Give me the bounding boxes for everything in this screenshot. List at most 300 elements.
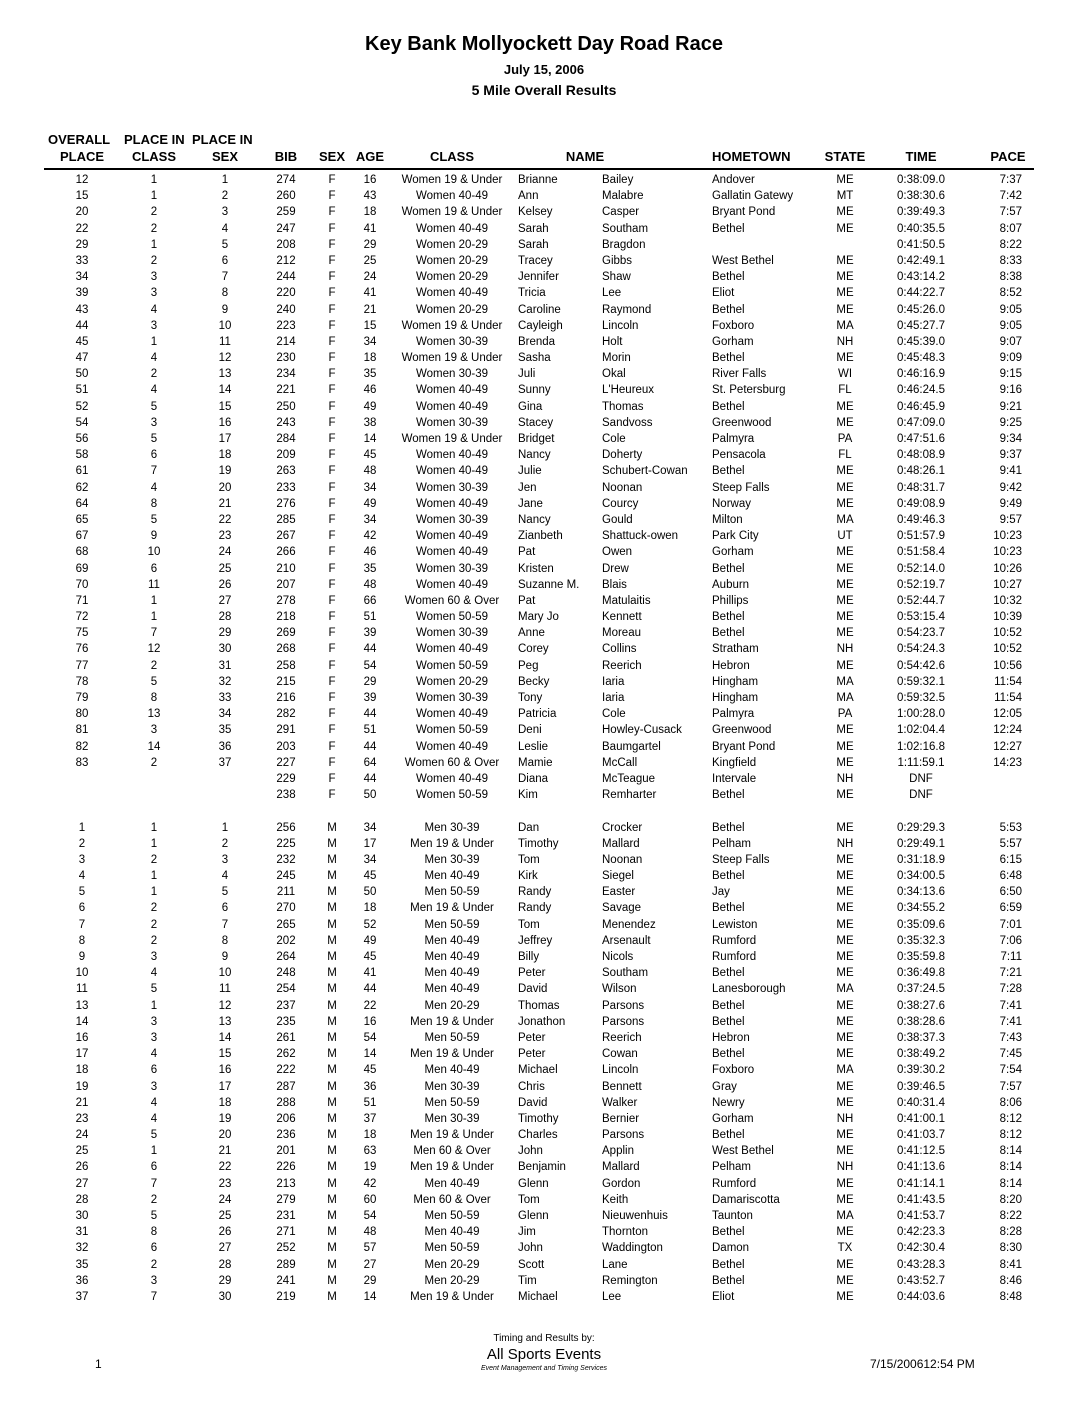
cell-hometown: Palmyra <box>712 708 755 721</box>
cell-time: 0:45:39.0 <box>897 335 945 348</box>
cell-pace: 10:56 <box>993 659 1022 672</box>
cell-state: ME <box>836 1226 854 1239</box>
table-row <box>0 1079 1088 1095</box>
cell-class: Women 20-29 <box>415 271 489 284</box>
cell-state: ME <box>836 1274 854 1287</box>
cell-class-place: 2 <box>150 1193 158 1206</box>
cell-pace: 8:22 <box>999 238 1022 251</box>
cell-class: Men 50-59 <box>424 1242 480 1255</box>
cell-first-name: Deni <box>518 724 542 737</box>
cell-first-name: Leslie <box>518 740 549 753</box>
cell-age: 46 <box>363 384 377 397</box>
cell-pace: 9:37 <box>999 449 1022 462</box>
cell-first-name: Tom <box>518 918 540 931</box>
cell-overall-place: 3 <box>78 853 86 866</box>
cell-hometown: Hebron <box>712 659 750 672</box>
col-age: AGE <box>355 149 385 164</box>
cell-first-name: Bridget <box>518 433 555 445</box>
cell-state: ME <box>836 465 854 478</box>
table-row <box>0 1224 1088 1240</box>
cell-bib: 266 <box>276 546 296 559</box>
cell-hometown: Lanesborough <box>712 983 786 996</box>
cell-first-name: Jen <box>518 481 537 494</box>
table-row <box>0 690 1088 706</box>
cell-last-name: Crocker <box>602 821 643 834</box>
cell-hometown: Gray <box>712 1080 737 1093</box>
cell-time: 0:29:49.1 <box>897 837 945 850</box>
table-row <box>0 1014 1088 1030</box>
cell-hometown: Greenwood <box>712 724 772 737</box>
cell-first-name: Kristen <box>518 562 554 575</box>
cell-class: Women 30-39 <box>415 335 489 348</box>
cell-last-name: Nieuwenhuis <box>602 1210 668 1222</box>
table-row <box>0 706 1088 722</box>
cell-age: 45 <box>363 870 377 883</box>
cell-state: ME <box>836 902 854 915</box>
cell-time: 1:11:59.1 <box>897 756 945 769</box>
cell-bib: 268 <box>276 643 296 656</box>
cell-age: 18 <box>363 206 377 219</box>
cell-state: ME <box>836 400 854 413</box>
cell-class: Men 50-59 <box>424 886 480 899</box>
cell-time: 0:46:45.9 <box>897 400 945 413</box>
cell-age: 18 <box>363 352 377 365</box>
cell-class: Women 40-49 <box>415 643 489 656</box>
table-row <box>0 204 1088 220</box>
cell-state: ME <box>836 853 854 866</box>
cell-sex-place: 35 <box>218 724 232 737</box>
cell-age: 43 <box>363 190 377 203</box>
cell-overall-place: 68 <box>75 546 89 559</box>
cell-class-place: 2 <box>150 1258 158 1271</box>
cell-time: 0:39:46.5 <box>897 1080 945 1093</box>
cell-last-name: Gordon <box>602 1177 641 1190</box>
cell-pace: 10:52 <box>993 627 1022 640</box>
table-row <box>0 755 1088 771</box>
cell-first-name: David <box>518 983 548 996</box>
table-row <box>0 1046 1088 1062</box>
cell-overall-place: 80 <box>75 708 89 721</box>
cell-class: Women 19 & Under <box>401 319 503 332</box>
cell-sex: F <box>328 303 336 316</box>
cell-first-name: Corey <box>518 643 549 656</box>
cell-bib: 212 <box>276 254 296 267</box>
cell-bib: 244 <box>276 271 296 284</box>
cell-age: 41 <box>363 967 377 980</box>
cell-age: 57 <box>363 1242 377 1255</box>
cell-bib: 261 <box>276 1031 296 1044</box>
cell-class-place: 7 <box>150 1290 158 1303</box>
cell-hometown: Andover <box>712 174 755 186</box>
cell-sex-place: 23 <box>218 1177 232 1190</box>
cell-class-place: 3 <box>150 287 158 300</box>
cell-sex: F <box>328 254 336 267</box>
cell-last-name: Noonan <box>602 853 643 866</box>
table-row <box>0 933 1088 949</box>
cell-class: Women 40-49 <box>415 740 489 753</box>
cell-hometown: Gorham <box>712 335 754 348</box>
cell-first-name: Pat <box>518 594 536 607</box>
cell-state: NH <box>836 1161 854 1174</box>
cell-sex: F <box>328 335 336 348</box>
table-row <box>0 172 1088 188</box>
cell-class: Men 30-39 <box>424 821 480 834</box>
cell-pace: 6:50 <box>999 886 1022 899</box>
cell-sex: M <box>327 1031 337 1044</box>
cell-class-place: 1 <box>150 821 158 834</box>
cell-sex: M <box>327 1290 337 1303</box>
cell-overall-place: 54 <box>75 416 89 429</box>
cell-sex: M <box>327 1210 337 1222</box>
cell-first-name: Kim <box>518 789 538 802</box>
cell-bib: 235 <box>276 1015 296 1028</box>
cell-time: 0:48:26.1 <box>897 465 945 478</box>
cell-time: 0:36:49.8 <box>897 967 945 980</box>
cell-first-name: Mamie <box>518 756 553 769</box>
cell-age: 14 <box>363 433 377 445</box>
cell-class-place: 3 <box>150 1031 158 1044</box>
cell-last-name: Doherty <box>602 449 643 462</box>
cell-sex-place: 10 <box>218 967 232 980</box>
cell-class: Women 20-29 <box>415 675 489 688</box>
cell-class: Men 40-49 <box>424 870 480 883</box>
cell-bib: 206 <box>276 1112 296 1125</box>
cell-overall-place: 67 <box>75 530 89 543</box>
cell-class-place: 1 <box>150 870 158 883</box>
cell-sex-place: 31 <box>218 659 232 672</box>
cell-hometown: Bethel <box>712 465 745 478</box>
table-row <box>0 382 1088 398</box>
cell-sex-place: 13 <box>218 368 232 381</box>
cell-sex-place: 15 <box>218 400 232 413</box>
cell-pace: 7:37 <box>999 174 1022 186</box>
table-row <box>0 868 1088 884</box>
cell-age: 29 <box>363 1274 377 1287</box>
cell-overall-place: 30 <box>75 1210 89 1222</box>
cell-class: Men 19 & Under <box>410 902 494 915</box>
cell-last-name: Reerich <box>602 1031 642 1044</box>
cell-age: 29 <box>363 675 377 688</box>
cell-pace: 12:27 <box>993 740 1022 753</box>
table-row <box>0 431 1088 447</box>
cell-age: 51 <box>363 1096 377 1109</box>
cell-class: Women 40-49 <box>415 546 489 559</box>
table-row <box>0 447 1088 463</box>
table-row <box>0 253 1088 269</box>
cell-class-place: 2 <box>150 206 158 219</box>
table-row <box>0 1159 1088 1175</box>
cell-sex-place: 28 <box>218 1258 232 1271</box>
cell-sex: M <box>327 951 337 963</box>
cell-sex-place: 30 <box>218 1290 232 1303</box>
cell-bib: 260 <box>276 190 296 203</box>
cell-age: 29 <box>363 238 377 251</box>
cell-age: 15 <box>363 319 377 332</box>
cell-hometown: Hingham <box>712 692 759 704</box>
cell-age: 14 <box>363 1048 377 1061</box>
cell-state: NH <box>836 335 854 348</box>
cell-class-place: 2 <box>150 934 158 947</box>
cell-state: ME <box>836 1290 854 1303</box>
cell-last-name: Easter <box>602 886 636 899</box>
cell-hometown: Pelham <box>712 837 751 850</box>
cell-time: 0:38:09.0 <box>897 174 945 186</box>
cell-class-place: 1 <box>150 594 158 607</box>
results-subtitle: 5 Mile Overall Results <box>471 82 617 98</box>
cell-overall-place: 22 <box>75 222 89 235</box>
cell-class: Women 40-49 <box>415 578 489 591</box>
cell-state: ME <box>836 1129 854 1142</box>
cell-first-name: Tim <box>518 1274 537 1287</box>
cell-age: 39 <box>363 627 377 640</box>
cell-state: ME <box>836 254 854 267</box>
cell-state: ME <box>836 174 854 186</box>
cell-last-name: Remington <box>602 1274 658 1287</box>
cell-class: Men 50-59 <box>424 1096 480 1109</box>
cell-age: 27 <box>363 1258 377 1271</box>
table-row <box>0 285 1088 301</box>
cell-sex: M <box>327 1129 337 1142</box>
cell-time: 0:39:30.2 <box>897 1064 945 1077</box>
cell-bib: 202 <box>276 934 296 947</box>
cell-last-name: Howley-Cusack <box>602 724 682 737</box>
cell-class: Women 19 & Under <box>401 206 503 219</box>
cell-overall-place: 44 <box>75 319 89 332</box>
cell-bib: 232 <box>276 853 296 866</box>
cell-sex: M <box>327 1177 337 1190</box>
table-row <box>0 1095 1088 1111</box>
cell-sex-place: 33 <box>218 692 232 704</box>
cell-time: 0:51:58.4 <box>897 546 945 559</box>
cell-sex: F <box>328 319 336 332</box>
cell-sex: M <box>327 853 337 866</box>
cell-time: 0:41:50.5 <box>897 238 945 251</box>
cell-state: MA <box>836 983 854 996</box>
cell-first-name: Brenda <box>518 335 556 348</box>
table-row <box>0 463 1088 479</box>
cell-first-name: Pat <box>518 546 536 559</box>
cell-state: UT <box>837 530 853 543</box>
cell-bib: 230 <box>276 352 296 365</box>
cell-hometown: Bethel <box>712 902 745 915</box>
cell-class: Men 19 & Under <box>410 837 494 850</box>
cell-sex: M <box>327 918 337 931</box>
cell-state: MA <box>836 1210 854 1222</box>
cell-class-place: 6 <box>150 562 158 575</box>
cell-age: 48 <box>363 1226 377 1239</box>
cell-time: 0:59:32.1 <box>897 675 945 688</box>
cell-overall-place: 45 <box>75 335 89 348</box>
cell-sex: M <box>327 983 337 996</box>
cell-time: 0:47:51.6 <box>897 433 945 445</box>
cell-class-place: 4 <box>150 481 158 494</box>
cell-class-place: 7 <box>150 465 158 478</box>
cell-class-place: 6 <box>150 1161 158 1174</box>
table-row <box>0 852 1088 868</box>
col-class-place: CLASS <box>131 149 177 164</box>
cell-first-name: Mary Jo <box>518 611 559 624</box>
cell-overall-place: 36 <box>75 1274 89 1287</box>
table-row <box>0 1062 1088 1078</box>
cell-age: 22 <box>363 999 377 1012</box>
cell-sex-place: 30 <box>218 643 232 656</box>
cell-time: DNF <box>909 772 933 785</box>
cell-class: Women 40-49 <box>415 497 489 510</box>
cell-pace: 9:57 <box>999 513 1022 526</box>
table-row <box>0 674 1088 690</box>
cell-sex-place: 19 <box>218 1112 232 1125</box>
cell-time: 0:46:16.9 <box>897 368 945 381</box>
cell-last-name: Savage <box>602 902 642 915</box>
col-class: CLASS <box>429 149 475 164</box>
table-row <box>0 1257 1088 1273</box>
cell-age: 39 <box>363 692 377 704</box>
cell-last-name: Lincoln <box>602 1064 639 1077</box>
cell-class-place: 5 <box>150 513 158 526</box>
cell-class: Women 40-49 <box>415 449 489 462</box>
cell-last-name: Siegel <box>602 870 634 883</box>
cell-hometown: Eliot <box>712 1290 735 1303</box>
col-class-top: PLACE IN <box>124 132 185 147</box>
cell-class-place: 8 <box>150 692 158 704</box>
cell-last-name: Casper <box>602 206 640 219</box>
col-overall-place: PLACE <box>59 149 105 164</box>
cell-first-name: Sunny <box>518 384 551 397</box>
cell-overall-place: 27 <box>75 1177 89 1190</box>
cell-class: Men 19 & Under <box>410 1161 494 1174</box>
cell-first-name: Juli <box>518 368 536 381</box>
cell-pace: 5:53 <box>999 821 1022 834</box>
cell-state: MT <box>836 190 854 203</box>
cell-class: Women 50-59 <box>415 611 489 624</box>
cell-first-name: Jonathon <box>518 1015 566 1028</box>
cell-age: 41 <box>363 287 377 300</box>
cell-pace: 8:14 <box>999 1177 1022 1190</box>
cell-overall-place: 15 <box>75 190 89 203</box>
cell-bib: 254 <box>276 983 296 996</box>
cell-hometown: West Bethel <box>712 254 774 267</box>
cell-class: Women 20-29 <box>415 303 489 316</box>
cell-state: ME <box>836 870 854 883</box>
cell-sex-place: 16 <box>218 416 232 429</box>
cell-last-name: Southam <box>602 967 649 980</box>
cell-hometown: Bethel <box>712 1048 745 1061</box>
cell-sex: M <box>327 1274 337 1287</box>
cell-bib: 247 <box>276 222 296 235</box>
cell-hometown: Park City <box>712 530 759 543</box>
cell-pace: 5:57 <box>999 837 1022 850</box>
cell-class: Men 50-59 <box>424 1031 480 1044</box>
cell-class: Men 20-29 <box>424 1258 480 1271</box>
cell-sex: M <box>327 1226 337 1239</box>
cell-pace: 8:22 <box>999 1210 1022 1222</box>
cell-state: ME <box>836 724 854 737</box>
cell-pace: 11:54 <box>994 675 1022 688</box>
cell-overall-place: 23 <box>75 1112 89 1125</box>
cell-hometown: Norway <box>712 497 751 510</box>
cell-time: 0:44:03.6 <box>897 1290 945 1303</box>
cell-class: Men 40-49 <box>424 1064 480 1077</box>
cell-sex: M <box>327 1161 337 1174</box>
cell-bib: 213 <box>276 1177 296 1190</box>
cell-last-name: Mallard <box>602 837 640 850</box>
cell-last-name: Thornton <box>602 1226 649 1239</box>
cell-pace: 10:26 <box>993 562 1022 575</box>
cell-age: 37 <box>363 1112 377 1125</box>
cell-sex: F <box>328 368 336 381</box>
cell-pace: 6:59 <box>999 902 1022 915</box>
cell-age: 35 <box>363 368 377 381</box>
cell-sex-place: 7 <box>221 271 229 284</box>
table-row <box>0 1192 1088 1208</box>
cell-overall-place: 47 <box>75 352 89 365</box>
cell-overall-place: 5 <box>78 886 86 899</box>
cell-class-place: 3 <box>150 416 158 429</box>
cell-time: 0:53:15.4 <box>897 611 945 624</box>
cell-sex: F <box>328 400 336 413</box>
cell-first-name: Zianbeth <box>518 530 563 543</box>
cell-last-name: Bernier <box>602 1112 640 1125</box>
cell-bib: 285 <box>276 513 296 526</box>
cell-pace: 7:21 <box>999 967 1022 980</box>
cell-bib: 243 <box>276 416 296 429</box>
cell-state: ME <box>836 594 854 607</box>
cell-class-place: 1 <box>150 174 158 186</box>
cell-class-place: 12 <box>147 643 161 656</box>
cell-time: 0:46:24.5 <box>897 384 945 397</box>
cell-sex: F <box>328 352 336 365</box>
cell-hometown: Foxboro <box>712 319 755 332</box>
cell-hometown: Stratham <box>712 643 759 656</box>
cell-bib: 219 <box>276 1290 296 1303</box>
cell-state: ME <box>836 271 854 284</box>
cell-pace: 8:20 <box>999 1193 1022 1206</box>
cell-time: 0:31:18.9 <box>897 853 945 866</box>
cell-time: 0:35:09.6 <box>897 918 945 931</box>
cell-pace: 9:42 <box>999 481 1022 494</box>
cell-bib: 267 <box>276 530 296 543</box>
cell-sex: M <box>327 1145 337 1158</box>
cell-first-name: Ann <box>518 190 539 203</box>
cell-class: Women 19 & Under <box>401 433 503 445</box>
cell-class: Women 30-39 <box>415 481 489 494</box>
cell-sex-place: 26 <box>218 1226 232 1239</box>
cell-state: ME <box>836 740 854 753</box>
cell-state: ME <box>836 627 854 640</box>
cell-hometown: Bethel <box>712 870 745 883</box>
cell-time: 0:51:57.9 <box>897 530 945 543</box>
cell-state: MA <box>836 675 854 688</box>
cell-class-place: 3 <box>150 1015 158 1028</box>
cell-sex: F <box>328 659 336 672</box>
cell-last-name: Shattuck-owen <box>602 530 679 543</box>
cell-class-place: 1 <box>150 837 158 850</box>
cell-sex: F <box>328 222 336 235</box>
cell-last-name: Baumgartel <box>602 740 661 753</box>
cell-sex: F <box>328 789 336 802</box>
cell-last-name: Bailey <box>602 174 634 186</box>
cell-pace: 7:01 <box>999 918 1022 931</box>
cell-pace: 6:48 <box>999 870 1022 883</box>
cell-hometown: St. Petersburg <box>712 384 786 397</box>
cell-age: 18 <box>363 1129 377 1142</box>
table-row <box>0 1176 1088 1192</box>
cell-last-name: Matulaitis <box>602 594 651 607</box>
cell-overall-place: 34 <box>75 271 89 284</box>
cell-time: 0:54:42.6 <box>897 659 945 672</box>
cell-age: 44 <box>363 643 377 656</box>
cell-overall-place: 82 <box>75 740 89 753</box>
